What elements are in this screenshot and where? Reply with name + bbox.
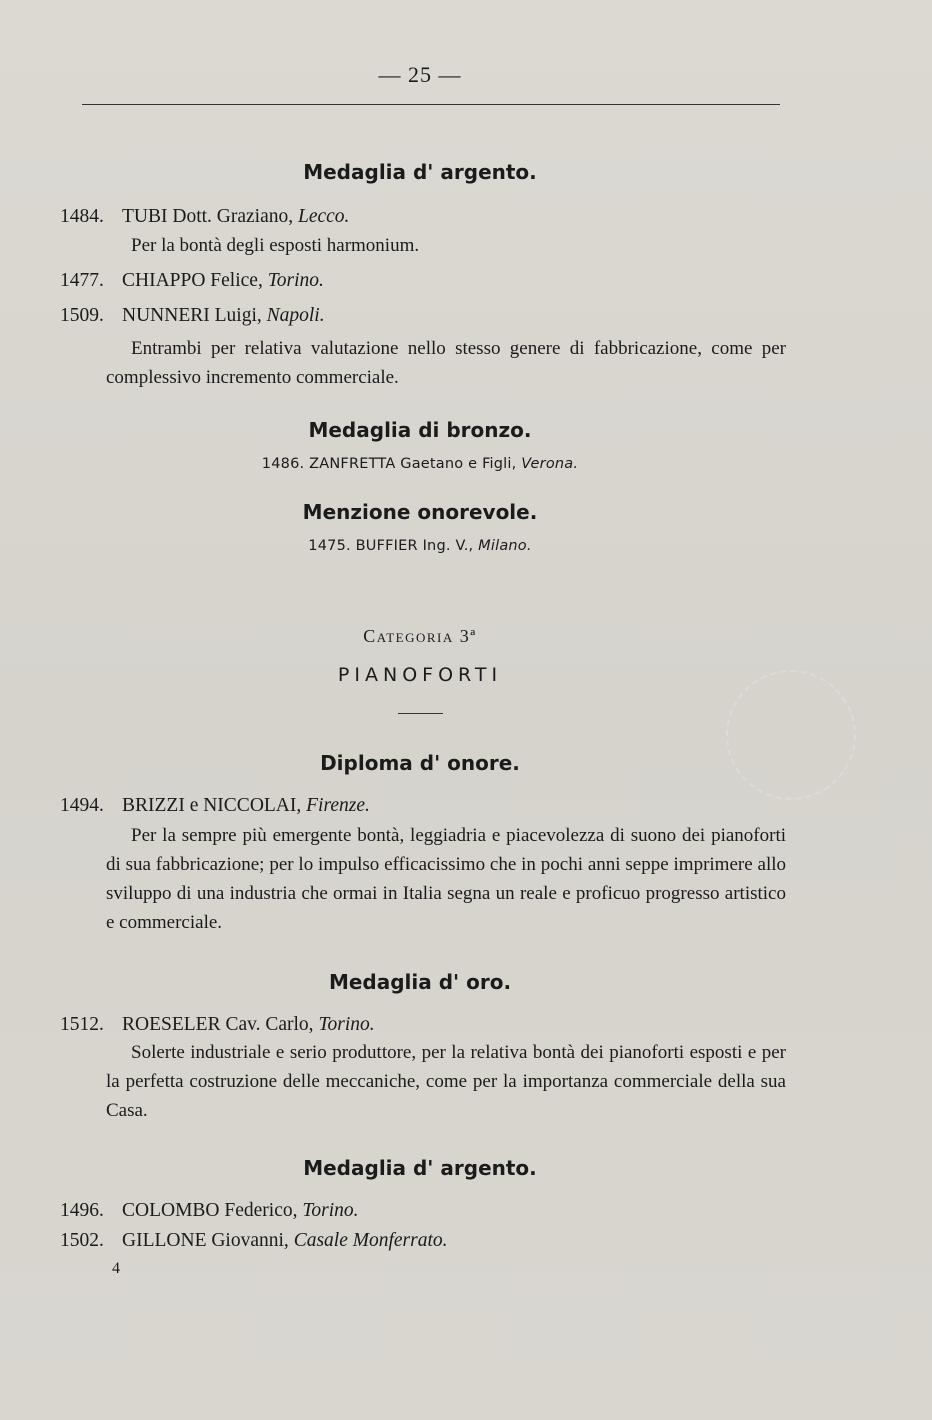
entry-city: Torino. [318, 1014, 375, 1035]
entry-name: TUBI Dott. Graziano, [122, 206, 294, 227]
entry-name: COLOMBO Federico, [122, 1200, 298, 1221]
page-number: — 25 — [378, 62, 462, 87]
entry-city: Firenze. [306, 795, 370, 816]
entry-1477 [60, 270, 324, 292]
entry-city: Torino. [302, 1200, 359, 1221]
entry-1509-description: Entrambi per relativa valutazione nello stesso genere di fabbricazione, come per complessivo incremento commerciale. [106, 338, 786, 388]
library-stamp-icon [726, 670, 856, 800]
entry-name: GILLONE Giovanni, [122, 1230, 289, 1251]
entry-1512 [60, 1014, 375, 1036]
entry-name: ROESELER Cav. Carlo, [122, 1014, 314, 1035]
category-title: PIANOFORTI [337, 664, 503, 686]
entry-city: Casale Monferrato. [293, 1230, 448, 1251]
entry-1512-description: Solerte industriale e serio produttore, per la relativa bontà dei pianoforti esposti e per la perfetta costruzione delle meccaniche, come per la importanza commerciale della sua Casa. [106, 1042, 786, 1121]
signature-mark: 4 [112, 1260, 120, 1277]
header-rule [82, 104, 780, 105]
entry-number: 1477. [60, 270, 104, 291]
short-rule [398, 713, 443, 714]
section-heading-menzione-onorevole: Menzione onorevole. [302, 500, 538, 524]
entry-1496 [60, 1200, 359, 1222]
category-label: Categoria 3ª [363, 626, 477, 646]
entry-1484-description: Per la bontà degli esposti harmonium. [131, 235, 420, 256]
entry-1502 [60, 1230, 448, 1252]
entry-1494 [60, 795, 370, 817]
entry-1484 [60, 206, 349, 228]
entry-city: Torino. [267, 270, 324, 291]
entry-number: 1502. [60, 1230, 104, 1251]
entry-city: Napoli. [266, 305, 325, 326]
entry-number: 1512. [60, 1014, 104, 1035]
entry-1509 [60, 305, 325, 327]
entry-number: 1509. [60, 305, 104, 326]
entry-1486: 1486. ZANFRETTA Gaetano e Figli, Verona. [261, 456, 579, 472]
entry-number: 1496. [60, 1200, 104, 1221]
section-heading-medaglia-argento: Medaglia d' argento. [303, 160, 537, 184]
entry-number: 1494. [60, 795, 104, 816]
entry-1494-description: Per la sempre più emergente bontà, leggiadria e piacevolezza di suono dei pianoforti di sua fabbricazione; per lo impulso efficacissimo che in pochi anni seppe imprimere allo sviluppo di una industria che ormai in Italia segna un reale e proficuo progresso artistico e commerciale. [106, 825, 786, 933]
section-heading-diploma-onore: Diploma d' onore. [320, 751, 520, 775]
entry-name: CHIAPPO Felice, [122, 270, 263, 291]
section-heading-medaglia-bronzo: Medaglia di bronzo. [308, 418, 532, 442]
section-heading-medaglia-argento-2: Medaglia d' argento. [303, 1156, 537, 1180]
section-heading-medaglia-oro: Medaglia d' oro. [328, 970, 512, 994]
entry-name: BRIZZI e NICCOLAI, [122, 795, 302, 816]
entry-city: Lecco. [298, 206, 350, 227]
entry-number: 1484. [60, 206, 104, 227]
entry-name: NUNNERI Luigi, [122, 305, 262, 326]
entry-1475: 1475. BUFFIER Ing. V., Milano. [308, 538, 532, 554]
